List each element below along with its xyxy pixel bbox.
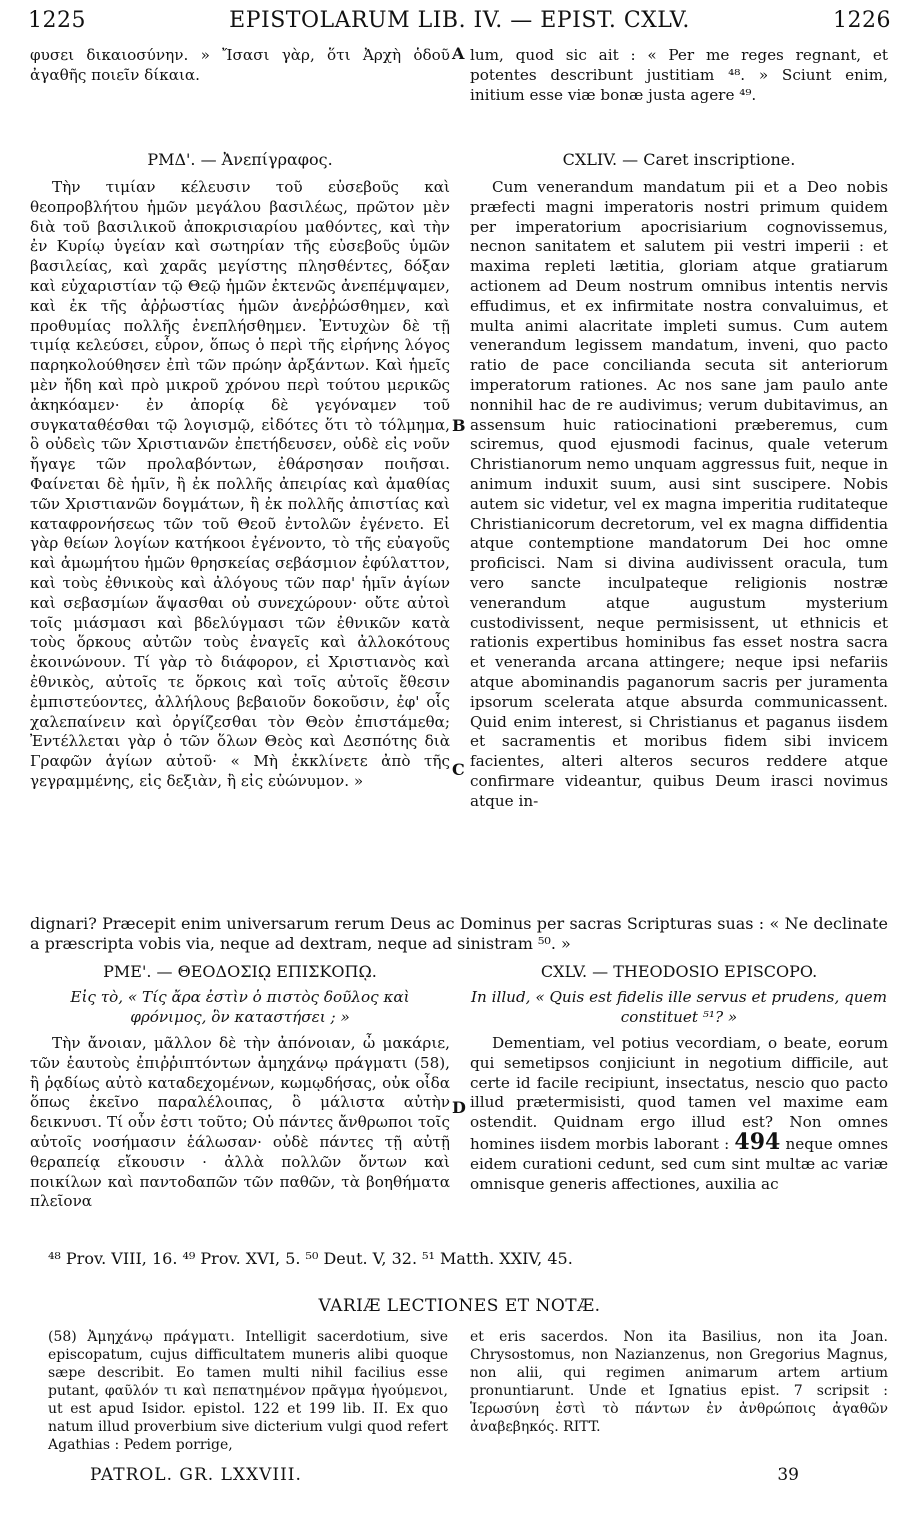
latin-heading-144 xyxy=(470,150,888,169)
latin-text-144 xyxy=(470,178,888,812)
running-header xyxy=(28,8,891,44)
greek-heading-144 xyxy=(30,150,450,169)
page-number-right: 1226 xyxy=(833,8,891,33)
greek-heading-145-text: ΡΜΕ'. — ΘΕΟΔΟΣΙῼ ΕΠΙΣΚΟΠῼ. xyxy=(103,962,377,981)
latin-text-145 xyxy=(470,1034,888,1194)
latin-text-145-a: Dementiam, vel potius vecordiam, o beate, eorum qui semetipsos conjiciunt in negotium difficile, aut certe id facile recipiunt, insectatus, nescio quo pacto illud prætermisisti, quod tamen vel maxime eam ostendit. Quidnam ergo illud est? Non omnes homines iisdem morbis laborant : xyxy=(470,1034,888,1153)
latin-continuation-text: lum, quod sic ait : « Per me reges regnant, et potentes describunt justitiam ⁴⁸. » Sciunt enim, initium esse viæ bonæ justa agere ⁴⁹. xyxy=(470,46,888,104)
page-footer xyxy=(90,1465,799,1495)
running-title: EPISTOLARUM LIB. IV. — EPIST. CXLV. xyxy=(229,8,690,33)
latin-heading-144-text: CXLIV. — Caret inscriptione. xyxy=(562,150,796,169)
migne-page-marker: 494 xyxy=(734,1128,781,1155)
margin-letter-d: D xyxy=(452,1098,466,1117)
full-width-line-text: dignari? Præcepit enim universarum rerum Deus ac Dominus per sacras Scripturas suas : « Ne declinate a præscripta vobis via, neque ad dextram, neque ad sinistram ⁵⁰. » xyxy=(30,914,888,953)
latin-text-144-body: Cum venerandum mandatum pii et a Deo nobis præfecti magni imperatoris nostri primum quidem per imperatorium apocrisiarium cognovissemus, necnon sanitatem et salutem pii vestri imperii : et maxima repleti lætitia, gloriam atque gratiarum actionem ad Deum nostrum omnibus intentis nervis effudimus, et ex infirmitate nostra convaluimus, et multa animi alacritate impleti sumus. Cum autem venerandum legissem mandatum, inveni, quo pacto ratio de pace concilianda secuta sit anteriorum imperatorum rationes. Ac nos sane jam paulo ante nonnihil hac de re audivimus; verum dubitavimus, an assensum huic ratiocinationi præberemus, cum sciremus, quod ejusmodi facinus, quale veterum Christianorum nemo unquam aggressus fuit, neque in animum induxit suum, ausi sint suscipere. Nobis autem sic videtur, vel ex magna imperitia ruditateque Christianicorum decretorum, vel ex magna diffidentia atque contemptione mandatorum Dei hoc omne proficisci. Nam si divina audivissent oracula, tum vero sancte inculpateque religionis nostræ venerandum atque augustum mysterium custodivissent, neque permisissent, ut ethnicis et rationis expertibus hominibus fas esset nostra sacra et veneranda arcana attingere; neque ipsi nefariis atque abominandis paganorum sacris per juramenta ipsorum scelerata atque absurda communicassent. Quid enim interest, si Christianus et paganus iisdem et sacramentis et moribus fidem sibi invicem facientes, alteri alteros securos reddere atque confirmare videantur, quibus Deum irasci novimus atque in- xyxy=(470,178,888,810)
full-width-line xyxy=(30,914,888,954)
variae-notes-left xyxy=(48,1328,448,1454)
greek-continuation xyxy=(30,46,450,86)
signature-number: 39 xyxy=(777,1465,799,1485)
patrologia-volume: PATROL. GR. LXXVIII. xyxy=(90,1465,302,1485)
variae-notes-right-text: et eris sacerdos. Non ita Basilius, non ita Joan. Chrysostomus, non Nazianzenus, non Gregorius Magnus, non alii, qui regimen animarum artem artium pronuntiarunt. Unde et Ignatius epist. 7 scripsit : Ἱερωσύνη ἐστὶ τὸ πάντων ἐν ἀνθρώποις ἀγαθῶν ἀναβεβηκός. RITT. xyxy=(470,1329,888,1435)
variae-heading: VARIÆ LECTIONES ET NOTÆ. xyxy=(318,1296,601,1316)
latin-subtitle-145 xyxy=(470,988,888,1028)
scripture-footnotes: ⁴⁸ Prov. VIII, 16. ⁴⁹ Prov. XVI, 5. ⁵⁰ Deut. V, 32. ⁵¹ Matth. XXIV, 45. xyxy=(48,1249,573,1268)
greek-subtitle-145 xyxy=(30,988,450,1028)
page-number-left: 1225 xyxy=(28,8,86,33)
greek-text-144-body: Τὴν τιμίαν κέλευσιν τοῦ εὐσεβοῦς καὶ θεοπροβλήτου ἡμῶν μεγάλου βασιλέως, πρῶτον μὲν διὰ τοῦ βασιλικοῦ ἀποκρισιαρίου μαθόντες, καὶ τὴν ἐν Κυρίῳ ὑγείαν καὶ σωτηρίαν τῆς εὐσεβοῦς ὑμῶν βασιλείας, καὶ χαρᾶς μεγίστης πλησθέντες, δόξαν καὶ εὐχαριστίαν τῷ Θεῷ ἡμῶν ἐκτενῶς ἀνεπέμψαμεν, καὶ ἐκ τῆς ἀῤῥωστίας ἡμῶν ἀνεῤῥώσθημεν, καὶ προθυμίας πολλῆς ἐνεπλήσθημεν. Ἐντυχὼν δὲ τῇ τιμίᾳ κελεύσει, εὗρον, ὅπως ὁ περὶ τῆς εἰρήνης λόγος παρηκολούθησεν ἐπὶ τῶν πρώην ἀρξάντων. Καὶ ἡμεῖς μὲν ἤδη καὶ πρὸ μικροῦ χρόνου περὶ τούτου μερικῶς ἀκηκόαμεν· ἐν ἀπορίᾳ δὲ γεγόναμεν τοῦ συγκαταθέσθαι τῷ λογισμῷ, εἰδότες ὅτι τὸ τόλμημα, ὃ οὐδεὶς τῶν Χριστιανῶν ἐπετήδευσεν, οὐδὲ εἰς νοῦν ἤγαγε τῶν προλαβόντων, ἐθάρσησαν ποιῆσαι. Φαίνεται δὲ ἡμῖν, ἢ ἐκ πολλῆς ἀπειρίας καὶ ἀμαθίας τῶν Χριστιανῶν δογμάτων, ἢ ἐκ πολλῆς ἀπιστίας καὶ καταφρονήσεως τῶν τοῦ Θεοῦ ἐντολῶν ἐγένετο. Εἰ γὰρ θείων λογίων κατήκοοι ἐγένοντο, τὸ τῆς εὐαγοῦς καὶ ἀμωμήτου ἡμῶν θρησκείας σεβάσμιον ἐφύλαττον, καὶ τοὺς ἐθνικοὺς καὶ ἀλόγους τῶν παρ' ἡμῖν ἁγίων καὶ σεβασμίων ἅψασθαι οὐ συνεχώρουν· οὔτε αὐτοὶ τοῖς μιάσμασι καὶ βδελύγμασι τῶν ἐθνικῶν κατὰ τοὺς ὅρκους αὐτῶν τοὺς ἐναγεῖς καὶ ἀλλοκότους ἐκοινώνουν. Τί γὰρ τὸ διάφορον, εἰ Χριστιανὸς καὶ ἐθνικὸς, αὐτοῖς τε ὅρκοις καὶ τοῖς αὐτοῖς ἔθεσιν ἐμπιστεύοντες, ἀλλήλους βεβαιοῦν δοκοῦσιν, ἐφ' οἷς χαλεπαίνειν καὶ ὀργίζεσθαι τὸν Θεὸν ἐπιστάμεθα; Ἐντέλλεται γὰρ ὁ τῶν ὅλων Θεὸς καὶ Δεσπότης διὰ Γραφῶν ἁγίων αὐτοῦ· « Μὴ ἐκκλίνετε ἀπὸ τῆς γεγραμμένης, εἰς δεξιὰν, ἢ εἰς εὐώνυμον. » xyxy=(30,178,450,790)
latin-heading-145-text: CXLV. — THEODOSIO EPISCOPO. xyxy=(540,962,818,981)
margin-letter-c: C xyxy=(452,760,465,779)
margin-letter-b: B xyxy=(452,416,466,435)
greek-text-145-body: Τὴν ἄνοιαν, μᾶλλον δὲ τὴν ἀπόνοιαν, ὦ μακάριε, τῶν ἑαυτοὺς ἐπιῤῥιπτόντων ἀμηχάνῳ πράγματι (58), ἢ ῥᾳδίως αὐτὸ καταδεχομένων, κωμῳδήσας, οὐκ οἶδα ὅπως ἐκεῖνο παραλέλοιπας, ὃ μάλιστα αὐτὴν δεικνυσι. Τί οὖν ἐστι τοῦτο; Οὐ πάντες ἄνθρωποι τοῖς αὐτοῖς νοσήμασιν ἑάλωσαν· οὐδὲ πάντες τῇ αὐτῇ θεραπείᾳ εἴκουσιν · ἀλλὰ πολλῶν ὄντων καὶ ποικίλων καὶ παντοδαπῶν τῶν παθῶν, τὰ βοηθήματα πλεῖονα xyxy=(30,1034,450,1211)
greek-continuation-text: φυσει δικαιοσύνην. » Ἴσασι γὰρ, ὅτι Ἀρχὴ ὁδοῦ ἀγαθῆς ποιεῖν δίκαια. xyxy=(30,46,450,84)
latin-subtitle-145-text: In illud, « Quis est fidelis ille servus et prudens, quem constituet ⁵¹? » xyxy=(471,988,887,1026)
greek-text-145 xyxy=(30,1034,450,1212)
latin-continuation xyxy=(470,46,888,105)
greek-subtitle-145-text: Εἰς τὸ, « Τίς ἄρα ἐστὶν ὁ πιστὸς δοῦλος καὶ φρόνιμος, ὃν καταστήσει ; » xyxy=(70,988,410,1026)
greek-heading-145 xyxy=(30,962,450,981)
latin-text-145-b: neque omnes eidem curationi cedunt, sed cum sint multæ ac variæ omnisque generis affectiones, auxilia ac xyxy=(470,1134,889,1193)
margin-letter-a: A xyxy=(452,44,465,63)
variae-notes-right xyxy=(470,1328,888,1436)
latin-heading-145 xyxy=(470,962,888,981)
variae-notes-left-text: (58) Ἀμηχάνῳ πράγματι. Intelligit sacerdotium, sive episcopatum, cujus difficultatem muneris alibi quoque sæpe describit. Eo tamen multi nihil facilius esse putant, φαῦλόν τι καὶ πεπατημένον πρᾶγμα ἡγούμενοι, ut est apud Isidor. epistol. 122 et 199 lib. II. Ex quo natum illud proverbium sive dicterium vulgi quod refert Agathias : Pedem porrige, xyxy=(48,1329,448,1453)
greek-text-144 xyxy=(30,178,450,792)
greek-heading-144-text: ΡΜΔ'. — Ἀνεπίγραφος. xyxy=(147,150,333,169)
